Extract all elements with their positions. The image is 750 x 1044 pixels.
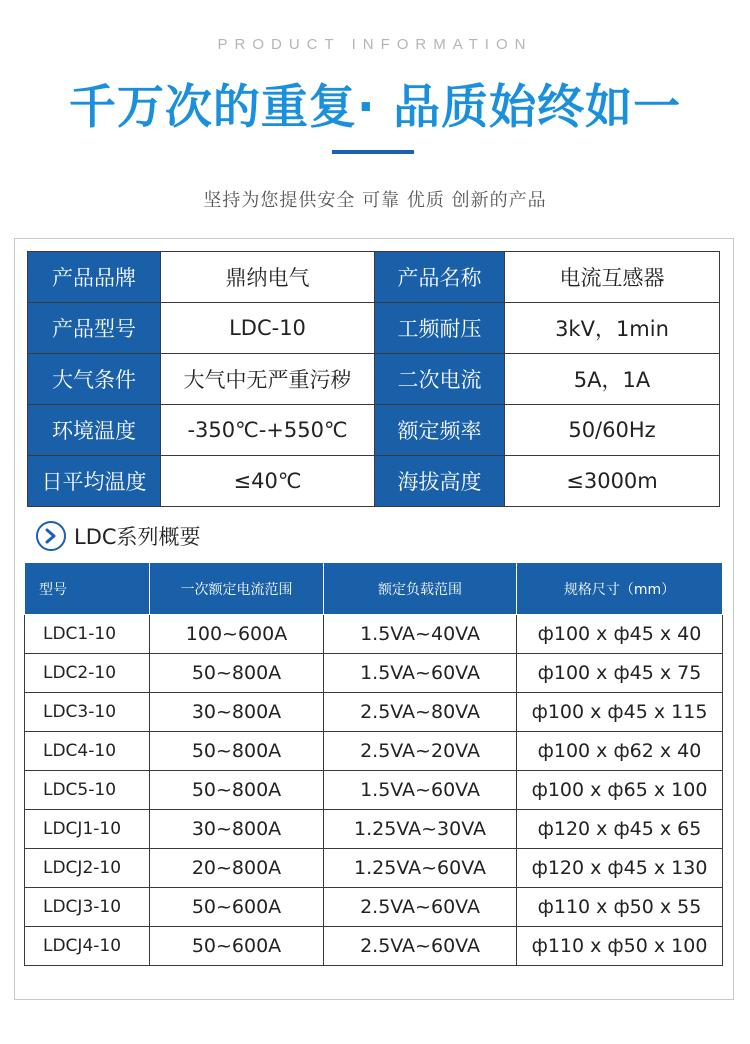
- table-cell: 30~800A: [150, 693, 324, 732]
- spec-value: 5A，1A: [505, 354, 720, 405]
- column-header: 额定负载范围: [324, 563, 517, 615]
- spec-value: ≤40℃: [161, 456, 375, 507]
- table-cell: LDCJ2-10: [25, 849, 150, 888]
- spec-row: [28, 354, 720, 405]
- table-cell: 1.5VA~60VA: [324, 771, 517, 810]
- spec-key: 环境温度: [28, 405, 161, 456]
- table-cell: 1.5VA~40VA: [324, 615, 517, 654]
- table-cell: 2.5VA~60VA: [324, 927, 517, 966]
- spec-value: 电流互感器: [505, 252, 720, 303]
- tagline: 坚持为您提供安全 可靠 优质 创新的产品: [203, 190, 547, 211]
- table-cell: 2.5VA~20VA: [324, 732, 517, 771]
- spec-row: [28, 303, 720, 354]
- spec-key: 产品型号: [28, 303, 161, 354]
- table-cell: LDCJ3-10: [25, 888, 150, 927]
- spec-row: [28, 252, 720, 303]
- spec-value: 大气中无严重污秽: [161, 354, 375, 405]
- spec-value: 50/60Hz: [505, 405, 720, 456]
- table-cell: LDC2-10: [25, 654, 150, 693]
- spec-key: 额定频率: [375, 405, 505, 456]
- table-cell: 1.5VA~60VA: [324, 654, 517, 693]
- table-cell: 2.5VA~60VA: [324, 888, 517, 927]
- table-cell: ф100 x ф62 x 40: [517, 732, 723, 771]
- table-cell: 100~600A: [150, 615, 324, 654]
- spec-value: 鼎纳电气: [161, 252, 375, 303]
- eyebrow-text: PRODUCT INFORMATION: [217, 36, 533, 53]
- spec-row: [28, 405, 720, 456]
- table-cell: LDCJ4-10: [25, 927, 150, 966]
- table-row: [25, 888, 723, 927]
- table-row: [25, 771, 723, 810]
- table-cell: 2.5VA~80VA: [324, 693, 517, 732]
- section-heading: [36, 520, 201, 552]
- table-cell: ф100 x ф45 x 115: [517, 693, 723, 732]
- table-cell: 50~800A: [150, 654, 324, 693]
- spec-value: -350℃-+550℃: [161, 405, 375, 456]
- table-cell: ф100 x ф45 x 75: [517, 654, 723, 693]
- table-cell: ф110 x ф50 x 100: [517, 927, 723, 966]
- page-headline: 千万次的重复· 品质始终如一: [68, 80, 682, 135]
- table-cell: 20~800A: [150, 849, 324, 888]
- spec-table: [27, 251, 720, 507]
- table-row: [25, 849, 723, 888]
- accent-divider: [332, 150, 414, 154]
- table-cell: ф120 x ф45 x 130: [517, 849, 723, 888]
- table-cell: ф100 x ф65 x 100: [517, 771, 723, 810]
- spec-value: ≤3000m: [505, 456, 720, 507]
- model-table-header: [25, 563, 723, 615]
- table-row: [25, 732, 723, 771]
- table-cell: 1.25VA~30VA: [324, 810, 517, 849]
- spec-value: LDC-10: [161, 303, 375, 354]
- spec-key: 产品品牌: [28, 252, 161, 303]
- table-cell: 1.25VA~60VA: [324, 849, 517, 888]
- model-table: [24, 562, 723, 966]
- spec-key: 二次电流: [375, 354, 505, 405]
- table-cell: 50~800A: [150, 771, 324, 810]
- chevron-right-icon: [36, 521, 66, 551]
- spec-row: [28, 456, 720, 507]
- spec-key: 大气条件: [28, 354, 161, 405]
- spec-key: 产品名称: [375, 252, 505, 303]
- table-cell: LDCJ1-10: [25, 810, 150, 849]
- table-cell: LDC5-10: [25, 771, 150, 810]
- table-row: [25, 693, 723, 732]
- table-cell: LDC1-10: [25, 615, 150, 654]
- table-cell: ф110 x ф50 x 55: [517, 888, 723, 927]
- table-row: [25, 615, 723, 654]
- spec-value: 3kV，1min: [505, 303, 720, 354]
- table-cell: LDC4-10: [25, 732, 150, 771]
- spec-key: 海拔高度: [375, 456, 505, 507]
- table-row: [25, 654, 723, 693]
- table-row: [25, 810, 723, 849]
- table-cell: 50~600A: [150, 888, 324, 927]
- table-row: [25, 927, 723, 966]
- column-header: 型号: [25, 563, 150, 615]
- table-cell: 50~600A: [150, 927, 324, 966]
- spec-key: 日平均温度: [28, 456, 161, 507]
- table-cell: 30~800A: [150, 810, 324, 849]
- table-cell: ф120 x ф45 x 65: [517, 810, 723, 849]
- spec-key: 工频耐压: [375, 303, 505, 354]
- table-cell: ф100 x ф45 x 40: [517, 615, 723, 654]
- table-cell: 50~800A: [150, 732, 324, 771]
- column-header: 规格尺寸（mm）: [517, 563, 723, 615]
- section-title: LDC系列概要: [74, 525, 201, 549]
- column-header: 一次额定电流范围: [150, 563, 324, 615]
- table-cell: LDC3-10: [25, 693, 150, 732]
